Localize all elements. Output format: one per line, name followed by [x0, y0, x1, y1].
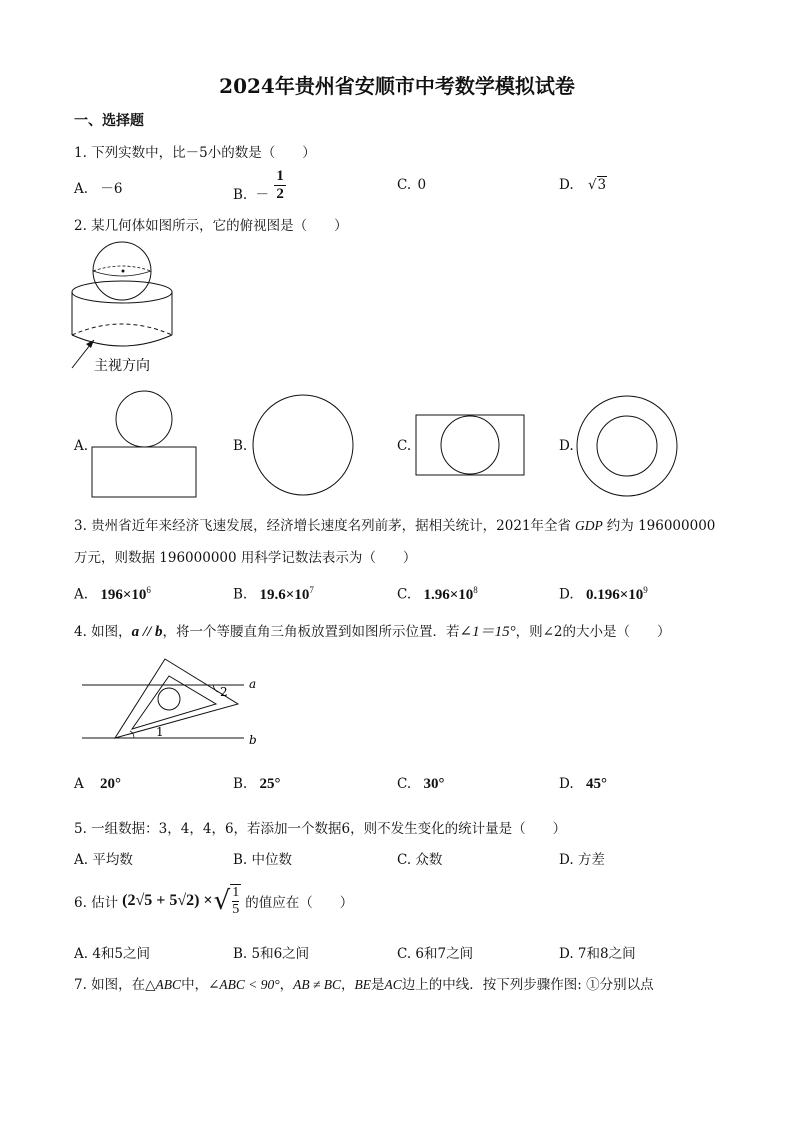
- angle-2-label: 2: [220, 685, 228, 699]
- option-label: A.: [74, 586, 89, 603]
- q1-option-a: [74, 177, 122, 197]
- stem-text: 4. 如图，: [74, 624, 132, 640]
- fraction-denominator: 2: [276, 186, 284, 202]
- stem-text: 的值应在（ ）: [245, 895, 354, 911]
- q2-solid-figure: [60, 240, 200, 380]
- option-label: C.: [397, 776, 412, 792]
- gdp-term: GDP: [575, 518, 603, 533]
- q5-option-a: A. 平均数: [74, 852, 133, 868]
- line-a-label: a: [249, 677, 257, 691]
- fraction-numerator: 1: [276, 168, 284, 184]
- q2-option-a-label: A.: [74, 438, 89, 454]
- fraction-denominator: 5: [232, 902, 240, 917]
- stem-text: 约为 196000000: [606, 518, 716, 534]
- question-7-stem: [74, 973, 654, 993]
- q3-option-a: [74, 585, 151, 604]
- q2-option-a-figure: [88, 388, 200, 500]
- q5-option-d: D. 方差: [559, 852, 605, 868]
- option-exponent: 8: [473, 585, 478, 595]
- option-value: －6: [100, 181, 123, 197]
- option-label: B.: [233, 776, 248, 792]
- stem-text: 是: [371, 977, 385, 993]
- view-direction-label: 主视方向: [94, 358, 150, 374]
- option-value: 196×10: [100, 586, 147, 603]
- q6-option-a: A. 4和5之间: [74, 946, 151, 962]
- option-value: 19.6×10: [259, 586, 310, 603]
- option-c-circle: [441, 416, 499, 474]
- q2-option-c-figure: [412, 412, 528, 478]
- option-value: 0: [417, 177, 427, 193]
- q2-option-d-label: D.: [559, 438, 574, 454]
- stem-text: 7. 如图，在: [74, 977, 146, 993]
- section-heading: 一、选择题: [74, 113, 144, 129]
- q3-option-c: [397, 585, 478, 604]
- q2-option-d-figure: [574, 393, 680, 499]
- option-label: C.: [397, 586, 412, 603]
- option-value: 20°: [100, 776, 122, 792]
- question-3-stem-line2: 万元，则数据 196000000 用科学记数法表示为（ ）: [74, 550, 417, 566]
- stem-text: 6. 估计: [74, 895, 119, 911]
- option-exponent: 9: [643, 585, 648, 595]
- stem-text: ，: [341, 977, 355, 993]
- option-c-rectangle: [416, 415, 524, 475]
- q2-option-b-figure: [250, 392, 356, 498]
- question-5-stem: 5. 一组数据：3，4，4，6，若添加一个数据6，则不发生变化的统计量是（ ）: [74, 821, 567, 837]
- sqrt-icon: √: [587, 177, 597, 193]
- fraction-numerator: 1: [232, 885, 240, 900]
- angle-1-arc: [130, 731, 134, 738]
- q4-option-d: [559, 776, 607, 793]
- angle-condition: ∠1＝15°: [459, 624, 516, 640]
- angle-2-arc: [213, 685, 219, 692]
- q4-option-c: [397, 776, 444, 793]
- q2-option-c-label: C.: [397, 438, 412, 454]
- option-sign: －: [255, 187, 270, 203]
- stem-text: 3. 贵州省近年来经济飞速发展，经济增长速度名列前茅，据相关统计，2021年全省: [74, 518, 572, 534]
- option-value: 30°: [423, 776, 445, 792]
- sqrt-icon: √: [213, 886, 231, 916]
- sphere-center-dot: [122, 270, 125, 273]
- line-b-label: b: [249, 733, 257, 747]
- option-label: B.: [233, 586, 248, 603]
- option-value: 45°: [585, 776, 607, 792]
- option-label: A.: [74, 181, 89, 197]
- option-label: C.: [397, 177, 412, 193]
- segment-ac: AC: [384, 977, 402, 992]
- q4-option-a: [74, 776, 121, 793]
- q6-option-d: D. 7和8之间: [559, 946, 636, 962]
- angle-1-label: 1: [156, 725, 164, 739]
- q4-figure: [76, 652, 276, 752]
- q1-option-c: [397, 177, 426, 193]
- option-label: A: [74, 776, 84, 792]
- q1-option-b: [233, 168, 286, 203]
- angle-condition: ∠ABC < 90°: [208, 977, 280, 992]
- option-value: 3: [597, 177, 607, 193]
- option-value: 1.96×10: [423, 586, 474, 603]
- stem-text: ，: [279, 977, 294, 993]
- page-title: 2024年贵州省安顺市中考数学模拟试卷: [219, 74, 575, 98]
- stem-text: 边上的中线．按下列步骤作图: ①分别以点: [401, 977, 654, 993]
- question-2-stem: 2. 某几何体如图所示，它的俯视图是（ ）: [74, 218, 348, 234]
- q5-option-c: C. 众数: [397, 852, 443, 868]
- option-exponent: 7: [309, 585, 314, 595]
- set-square-inner: [132, 676, 216, 729]
- fraction: [274, 168, 286, 203]
- option-exponent: 6: [146, 585, 151, 595]
- stem-text: ，则∠2的大小是（ ）: [515, 624, 671, 640]
- parallel-expr: a // b: [131, 624, 163, 640]
- set-square-hole: [158, 688, 180, 710]
- q6-option-b: B. 5和6之间: [233, 946, 310, 962]
- option-a-rectangle: [92, 447, 196, 497]
- option-a-circle: [116, 391, 172, 447]
- option-d-inner-circle: [597, 416, 657, 476]
- option-label: D.: [559, 776, 574, 792]
- fraction: [230, 884, 241, 918]
- segment-be: BE: [354, 977, 372, 992]
- option-label: D.: [559, 177, 574, 193]
- q3-option-b: [233, 585, 314, 604]
- option-label: B.: [233, 187, 248, 203]
- question-1-stem: 1. 下列实数中，比－5小的数是（ ）: [74, 145, 316, 161]
- q5-option-b: B. 中位数: [233, 852, 293, 868]
- stem-text: ，将一个等腰直角三角板放置到如图所示位置．若: [162, 624, 460, 640]
- question-3-stem-line1: [74, 514, 715, 534]
- stem-text: 中，: [181, 977, 209, 993]
- question-6-stem: [74, 884, 353, 918]
- option-value: 25°: [259, 776, 281, 792]
- inequality: AB ≠ BC: [293, 977, 342, 992]
- option-d-outer-circle: [577, 396, 677, 496]
- q1-option-d: [559, 177, 607, 193]
- triangle-name: △ABC: [145, 977, 182, 992]
- option-b-circle: [253, 395, 353, 495]
- q6-option-c: C. 6和7之间: [397, 946, 474, 962]
- cylinder-bottom-back: [72, 324, 172, 335]
- q2-option-b-label: B.: [233, 438, 248, 454]
- option-label: D.: [559, 586, 574, 603]
- question-4-stem: [74, 620, 671, 641]
- q3-option-d: [559, 585, 648, 604]
- option-value: 0.196×10: [585, 586, 644, 603]
- math-expression: (2√5 + 5√2) ×: [122, 892, 213, 909]
- q4-option-b: [233, 776, 281, 793]
